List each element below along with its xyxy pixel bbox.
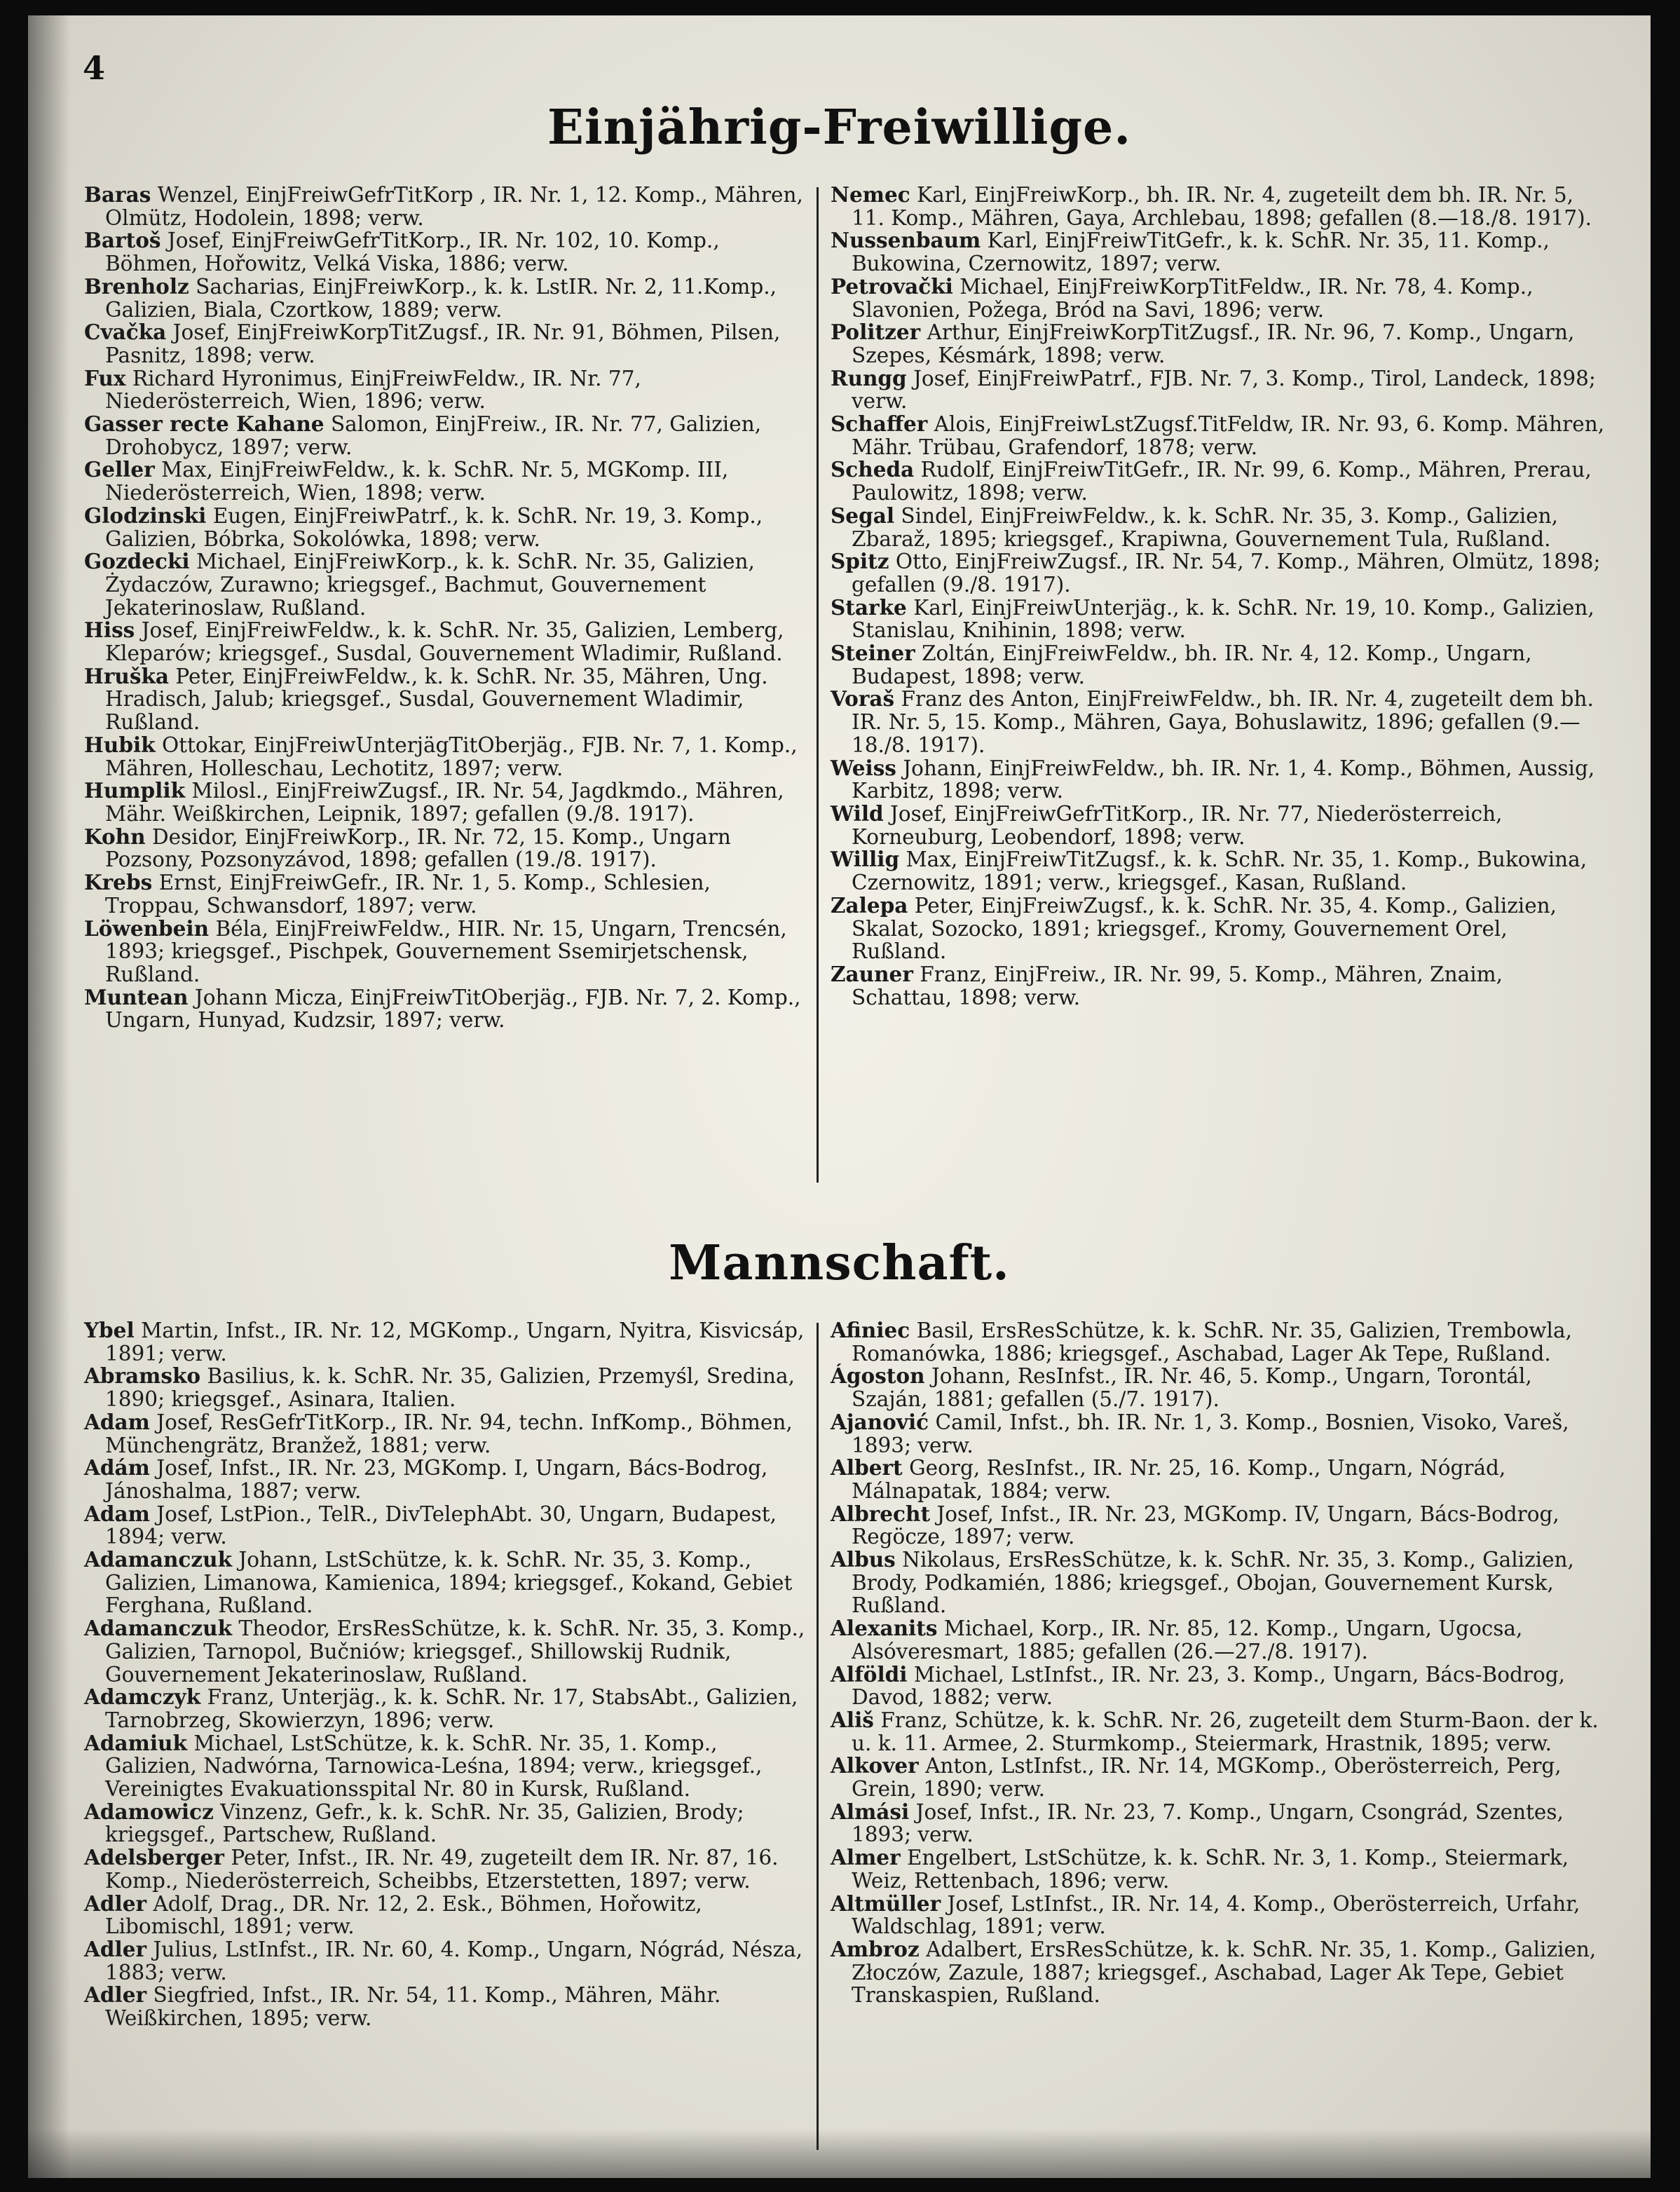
- entry-details: Karl, EinjFreiwUnterjäg., k. k. SchR. Nr. 19, 10. Komp., Galizien, Stanislau, Knihinin, 1898; verw.: [852, 595, 1594, 643]
- entry-surname: Brenholz: [84, 273, 189, 299]
- roster-entry: [831, 1365, 1609, 1410]
- einjaehrig-column-left: [84, 184, 806, 1032]
- entry-surname: Nussenbaum: [831, 228, 981, 253]
- entry-surname: Hruška: [84, 663, 170, 688]
- entry-details: Franz, EinjFreiw., IR. Nr. 99, 5. Komp., Mähren, Znaim, Schattau, 1898; verw.: [852, 962, 1503, 1009]
- entry-surname: Scheda: [831, 457, 915, 482]
- einjaehrig-column-right: [831, 184, 1609, 1009]
- entry-surname: Adamanczuk: [84, 1547, 233, 1572]
- entry-surname: Zauner: [831, 961, 913, 986]
- entry-details: Franz des Anton, EinjFreiwFeldw., bh. IR. Nr. 4, zugeteilt dem bh. IR. Nr. 5, 15. Komp., Mähren, Gaya, Bohuslawitz, 1896; gefallen (9.—18./8. 1917).: [852, 687, 1594, 757]
- entry-surname: Albus: [831, 1547, 896, 1572]
- roster-entry: [831, 803, 1609, 848]
- entry-surname: Nemec: [831, 182, 910, 207]
- entry-details: Michael, EinjFreiwKorp., k. k. SchR. Nr. 35, Galizien, Żydaczów, Zurawno; kriegsgef., Bachmut, Gouvernement Jekaterinoslaw, Rußland.: [105, 550, 755, 620]
- entry-details: Johann Micza, EinjFreiwTitOberjäg., FJB. Nr. 7, 2. Komp., Ungarn, Hunyad, Kudzsir, 1897; verw.: [105, 985, 801, 1033]
- entry-surname: Glodzinski: [84, 503, 207, 528]
- roster-entry: [84, 734, 806, 780]
- entry-surname: Politzer: [831, 320, 921, 345]
- entry-details: Josef, Infst., IR. Nr. 23, 7. Komp., Ungarn, Csongrád, Szentes, 1893; verw.: [852, 1799, 1564, 1847]
- entry-details: Peter, EinjFreiwZugsf., k. k. SchR. Nr. 35, 4. Komp., Galizien, Skalat, Sozocko, 1891; kriegsgef., Kromy, Gouvernement Orel, Rußland.: [852, 893, 1557, 964]
- roster-entry: [831, 413, 1609, 458]
- mannschaft-column-left: [84, 1319, 806, 2030]
- entry-surname: Voraš: [831, 686, 895, 712]
- roster-entry: [84, 1411, 806, 1457]
- entry-details: Eugen, EinjFreiwPatrf., k. k. SchR. Nr. 19, 3. Komp., Galizien, Bóbrka, Sokolówka, 1898; verw.: [105, 503, 763, 551]
- entry-details: Anton, LstInfst., IR. Nr. 14, MGKomp., Oberösterreich, Perg, Grein, 1890; verw.: [852, 1754, 1562, 1802]
- entry-surname: Alexanits: [831, 1616, 938, 1641]
- entry-surname: Geller: [84, 457, 155, 482]
- entry-details: Desidor, EinjFreiwKorp., IR. Nr. 72, 15. Komp., Ungarn Pozsony, Pozsonyzávod, 1898; gefallen (19./8. 1917).: [105, 824, 731, 872]
- roster-entry: [831, 1617, 1609, 1663]
- entry-surname: Adam: [84, 1409, 150, 1434]
- entry-details: Michael, Korp., IR. Nr. 85, 12. Komp., Ungarn, Ugocsa, Alsóveresmart, 1885; gefallen (26.—27./8. 1917).: [852, 1616, 1523, 1663]
- entry-details: Peter, Infst., IR. Nr. 49, zugeteilt dem IR. Nr. 87, 16. Komp., Niederösterreich, Scheibbs, Etzerstetten, 1897; verw.: [105, 1846, 779, 1893]
- entry-surname: Adler: [84, 1936, 147, 1961]
- roster-entry: [831, 594, 1609, 643]
- entry-details: Franz, Schütze, k. k. SchR. Nr. 26, zugeteilt dem Sturm-Baon. der k. u. k. 11. Armee, 2. Sturmkomp., Steiermark, Hrastnik, 1895; verw.: [852, 1708, 1599, 1755]
- entry-surname: Adelsberger: [84, 1845, 224, 1870]
- roster-entry: [84, 1686, 806, 1731]
- roster-entry: [84, 1365, 806, 1410]
- roster-entry: [84, 871, 806, 917]
- entry-details: Michael, LstInfst., IR. Nr. 23, 3. Komp., Ungarn, Bács-Bodrog, Davod, 1882; verw.: [852, 1662, 1565, 1710]
- roster-entry: [84, 1732, 806, 1801]
- roster-entry: [831, 321, 1609, 367]
- roster-entry: [84, 229, 806, 275]
- entry-surname: Hiss: [84, 618, 135, 643]
- roster-entry: [84, 1801, 806, 1846]
- entry-surname: Cvačka: [84, 320, 167, 345]
- entry-details: Franz, Unterjäg., k. k. SchR. Nr. 17, StabsAbt., Galizien, Tarnobrzeg, Skowierzyn, 1896; verw.: [105, 1685, 798, 1732]
- entry-surname: Adam: [84, 1501, 150, 1526]
- entry-surname: Willig: [831, 847, 900, 872]
- entry-surname: Ágoston: [831, 1363, 925, 1389]
- entry-surname: Fux: [84, 365, 126, 390]
- entry-details: Josef, EinjFreiwGefrTitKorp., IR. Nr. 102, 10. Komp., Böhmen, Hořowitz, Velká Viska, 1886; verw.: [105, 229, 720, 276]
- entry-surname: Kohn: [84, 824, 146, 849]
- document-page: [28, 15, 1651, 2178]
- roster-entry: [831, 848, 1609, 894]
- entry-surname: Abramsko: [84, 1363, 201, 1389]
- roster-entry: [84, 1846, 806, 1892]
- entry-details: Peter, EinjFreiwFeldw., k. k. SchR. Nr. 35, Mähren, Ung. Hradisch, Jalub; kriegsgef., Susdal, Gouvernement Wladimir, Rußland.: [105, 664, 768, 735]
- roster-entry: [831, 275, 1609, 321]
- entry-surname: Petrovački: [831, 273, 953, 299]
- entry-details: Michael, EinjFreiwKorpTitFeldw., IR. Nr. 78, 4. Komp., Slavonien, Požega, Bród na Savi, 1896; verw.: [852, 274, 1534, 322]
- roster-entry: [84, 1548, 806, 1617]
- entry-surname: Adler: [84, 1891, 147, 1916]
- entry-details: Rudolf, EinjFreiwTitGefr., IR. Nr. 99, 6. Komp., Mähren, Prerau, Paulowitz, 1898; verw.: [852, 458, 1592, 505]
- entry-details: Basilius, k. k. SchR. Nr. 35, Galizien, Przemyśl, Sredina, 1890; kriegsgef., Asinara, Italien.: [105, 1364, 795, 1412]
- entry-details: Josef, Infst., IR. Nr. 23, MGKomp. IV, Ungarn, Bács-Bodrog, Regöcze, 1897; verw.: [852, 1502, 1559, 1549]
- entry-surname: Gozdecki: [84, 549, 190, 574]
- entry-details: Georg, ResInfst., IR. Nr. 25, 16. Komp., Ungarn, Nógrád, Málnapatak, 1884; verw.: [852, 1456, 1506, 1503]
- roster-entry: [84, 275, 806, 321]
- entry-surname: Spitz: [831, 549, 889, 574]
- entry-details: Johann, EinjFreiwFeldw., bh. IR. Nr. 1, 4. Komp., Böhmen, Aussig, Karbitz, 1898; verw.: [852, 756, 1595, 803]
- entry-surname: Schaffer: [831, 411, 928, 437]
- roster-entry: [84, 321, 806, 367]
- entry-surname: Almer: [831, 1845, 901, 1870]
- entry-surname: Löwenbein: [84, 915, 210, 941]
- entry-surname: Hubik: [84, 732, 156, 757]
- roster-entry: [84, 1938, 806, 1984]
- roster-entry: [831, 1846, 1609, 1892]
- entry-details: Josef, EinjFreiwPatrf., FJB. Nr. 7, 3. Komp., Tirol, Landeck, 1898; verw.: [852, 366, 1596, 414]
- roster-entry: [831, 757, 1609, 803]
- roster-entry: [831, 1663, 1609, 1709]
- entry-details: Béla, EinjFreiwFeldw., HIR. Nr. 15, Ungarn, Trencsén, 1893; kriegsgef., Pischpek, Gouvernement Ssemirjetschensk, Rußland.: [105, 916, 787, 986]
- entry-details: Josef, EinjFreiwKorpTitZugsf., IR. Nr. 91, Böhmen, Pilsen, Pasnitz, 1898; verw.: [105, 320, 781, 367]
- entry-details: Alois, EinjFreiwLstZugsf.TitFeldw, IR. Nr. 93, 6. Komp. Mähren, Mähr. Trübau, Grafendorf, 1878; verw.: [852, 412, 1605, 459]
- roster-entry: [84, 505, 806, 550]
- roster-entry: [831, 1709, 1609, 1755]
- page-number: 4: [83, 49, 106, 87]
- entry-surname: Albrecht: [831, 1501, 931, 1526]
- entry-details: Karl, EinjFreiwTitGefr., k. k. SchR. Nr. 35, 11. Komp., Bukowina, Czernowitz, 1897; verw.: [852, 229, 1550, 276]
- roster-entry: [84, 826, 806, 871]
- entry-details: Zoltán, EinjFreiwFeldw., bh. IR. Nr. 4, 12. Komp., Ungarn, Budapest, 1898; verw.: [852, 641, 1532, 688]
- roster-entry: [84, 619, 806, 665]
- entry-details: Ottokar, EinjFreiwUnterjägTitOberjäg., FJB. Nr. 7, 1. Komp., Mähren, Holleschau, Lechotitz, 1897; verw.: [105, 733, 798, 780]
- roster-entry: [84, 780, 806, 825]
- entry-details: Josef, LstInfst., IR. Nr. 14, 4. Komp., Oberösterreich, Urfahr, Waldschlag, 1891; verw.: [852, 1891, 1580, 1939]
- entry-details: Adolf, Drag., DR. Nr. 12, 2. Esk., Böhmen, Hořowitz, Libomischl, 1891; verw.: [105, 1891, 702, 1939]
- roster-entry: [831, 367, 1609, 413]
- entry-surname: Steiner: [831, 641, 915, 666]
- roster-entry: [831, 1548, 1609, 1617]
- roster-entry: [831, 1457, 1609, 1502]
- entry-surname: Adamanczuk: [84, 1616, 233, 1641]
- entry-details: Siegfried, Infst., IR. Nr. 54, 11. Komp., Mähren, Mähr. Weißkirchen, 1895; verw.: [105, 1983, 721, 2031]
- entry-surname: Zalepa: [831, 892, 908, 918]
- entry-details: Adalbert, ErsResSchütze, k. k. SchR. Nr. 35, 1. Komp., Galizien, Złoczów, Zazule, 1887; kriegsgef., Aschabad, Lager Ak Tepe, Gebiet Transkaspien, Rußland.: [852, 1937, 1597, 2008]
- entry-details: Josef, Infst., IR. Nr. 23, MGKomp. I, Ungarn, Bács-Bodrog, Jánoshalma, 1887; verw.: [105, 1456, 768, 1503]
- entry-details: Arthur, EinjFreiwKorpTitZugsf., IR. Nr. 96, 7. Komp., Ungarn, Szepes, Késmárk, 1898; verw.: [852, 320, 1575, 367]
- entry-details: Karl, EinjFreiwKorp., bh. IR. Nr. 4, zugeteilt dem bh. IR. Nr. 5, 11. Komp., Mähren, Gaya, Archlebau, 1898; gefallen (8.—18./8. 1917).: [852, 183, 1592, 230]
- roster-entry: [84, 413, 806, 458]
- roster-entry: [84, 550, 806, 619]
- entry-details: Sindel, EinjFreiwFeldw., k. k. SchR. Nr. 35, 3. Komp., Galizien, Zbaraž, 1895; kriegsgef., Krapiwna, Gouvernement Tula, Rußland.: [852, 503, 1558, 551]
- entry-surname: Ališ: [831, 1707, 874, 1732]
- entry-surname: Humplik: [84, 778, 186, 803]
- entry-details: Josef, EinjFreiwFeldw., k. k. SchR. Nr. 35, Galizien, Lemberg, Kleparów; kriegsgef., Susdal, Gouvernement Wladimir, Rußland.: [105, 618, 784, 666]
- entry-surname: Baras: [84, 182, 151, 207]
- scan-shadow-left: [28, 15, 70, 2178]
- roster-entry: [831, 688, 1609, 756]
- entry-surname: Muntean: [84, 984, 189, 1009]
- entry-details: Josef, EinjFreiwGefrTitKorp., IR. Nr. 77, Niederösterreich, Korneuburg, Leobendorf, 1898; verw.: [852, 801, 1503, 849]
- section-title-mannschaft: Mannschaft.: [669, 1235, 1010, 1291]
- entry-surname: Adamowicz: [84, 1799, 214, 1824]
- entry-surname: Wild: [831, 801, 884, 826]
- entry-surname: Starke: [831, 594, 907, 620]
- entry-details: Milosl., EinjFreiwZugsf., IR. Nr. 54, Jagdkmdo., Mähren, Mähr. Weißkirchen, Leipnik, 1897; gefallen (9./8. 1917).: [105, 779, 784, 826]
- entry-details: Salomon, EinjFreiw., IR. Nr. 77, Galizien, Drohobycz, 1897; verw.: [105, 412, 762, 459]
- entry-surname: Albert: [831, 1455, 903, 1480]
- entry-surname: Afiniec: [831, 1318, 910, 1342]
- roster-entry: [84, 458, 806, 504]
- entry-details: Martin, Infst., IR. Nr. 12, MGKomp., Ungarn, Nyitra, Kisvicsáp, 1891; verw.: [105, 1319, 805, 1366]
- roster-entry: [831, 229, 1609, 275]
- entry-details: Michael, LstSchütze, k. k. SchR. Nr. 35, 1. Komp., Galizien, Nadwórna, Tarnowica-Leśna, 1894; verw., kriegsgef., Vereinigtes Evakuationsspital Nr. 80 in Kursk, Rußland.: [105, 1731, 763, 1802]
- roster-entry: [84, 665, 806, 734]
- entry-surname: Rungg: [831, 365, 907, 390]
- entry-surname: Gasser recte Kahane: [84, 411, 325, 437]
- roster-entry: [831, 505, 1609, 550]
- entry-details: Basil, ErsResSchütze, k. k. SchR. Nr. 35, Galizien, Trembowla, Romanówka, 1886; kriegsgef., Aschabad, Lager Ak Tepe, Rußland.: [852, 1319, 1572, 1366]
- roster-entry: [831, 1411, 1609, 1457]
- roster-entry: [84, 1319, 806, 1365]
- column-divider: [817, 187, 819, 1183]
- roster-entry: [831, 184, 1609, 229]
- entry-surname: Alföldi: [831, 1661, 908, 1687]
- entry-details: Wenzel, EinjFreiwGefrTitKorp , IR. Nr. 1, 12. Komp., Mähren, Olmütz, Hodolein, 1898; verw.: [105, 183, 803, 230]
- roster-entry: [831, 1319, 1609, 1365]
- entry-surname: Ybel: [84, 1318, 135, 1342]
- entry-details: Johann, ResInfst., IR. Nr. 46, 5. Komp., Ungarn, Torontál, Szaján, 1881; gefallen (5./7. 1917).: [852, 1364, 1532, 1412]
- entry-surname: Adamiuk: [84, 1730, 187, 1755]
- roster-entry: [84, 367, 806, 413]
- section-title-einjaehrig: Einjährig-Freiwillige.: [547, 100, 1131, 156]
- entry-surname: Ambroz: [831, 1936, 920, 1961]
- entry-details: Theodor, ErsResSchütze, k. k. SchR. Nr. 35, 3. Komp., Galizien, Tarnopol, Bučniów; kriegsgef., Shillowskij Rudnik, Gouvernement Jekaterinoslaw, Rußland.: [105, 1616, 805, 1687]
- entry-details: Johann, LstSchütze, k. k. SchR. Nr. 35, 3. Komp., Galizien, Limanowa, Kamienica, 1894; kriegsgef., Kokand, Gebiet Ferghana, Rußland.: [105, 1548, 793, 1618]
- entry-surname: Krebs: [84, 870, 153, 895]
- roster-entry: [831, 963, 1609, 1009]
- entry-surname: Adám: [84, 1455, 150, 1480]
- roster-entry: [84, 915, 806, 986]
- entry-details: Vinzenz, Gefr., k. k. SchR. Nr. 35, Galizien, Brody; kriegsgef., Partschew, Rußland.: [105, 1799, 744, 1847]
- roster-entry: [84, 986, 806, 1032]
- roster-entry: [831, 1938, 1609, 2007]
- entry-surname: Segal: [831, 503, 895, 528]
- entry-surname: Adler: [84, 1982, 147, 2008]
- roster-entry: [831, 550, 1609, 596]
- entry-details: Engelbert, LstSchütze, k. k. SchR. Nr. 3, 1. Komp., Steiermark, Weiz, Rettenbach, 1896; verw.: [852, 1846, 1569, 1893]
- roster-entry: [84, 1503, 806, 1548]
- entry-details: Max, EinjFreiwFeldw., k. k. SchR. Nr. 5, MGKomp. III, Niederösterreich, Wien, 1898; verw.: [105, 458, 729, 505]
- entry-surname: Ajanović: [831, 1409, 929, 1434]
- roster-entry: [84, 1617, 806, 1686]
- entry-surname: Alkover: [831, 1753, 919, 1778]
- entry-details: Otto, EinjFreiwZugsf., IR. Nr. 54, 7. Komp., Mähren, Olmütz, 1898; gefallen (9./8. 1917).: [852, 550, 1601, 597]
- entry-surname: Bartoš: [84, 228, 161, 253]
- entry-details: Josef, ResGefrTitKorp., IR. Nr. 94, techn. InfKomp., Böhmen, Münchengrätz, Branžež, 1881; verw.: [105, 1410, 793, 1457]
- entry-details: Nikolaus, ErsResSchütze, k. k. SchR. Nr. 35, 3. Komp., Galizien, Brody, Podkamién, 1886; kriegsgef., Obojan, Gouvernement Kursk, Rußland.: [852, 1548, 1574, 1618]
- column-divider: [817, 1323, 819, 2150]
- scan-shadow-bottom: [28, 2129, 1651, 2178]
- roster-entry: [831, 1503, 1609, 1548]
- entry-surname: Adamczyk: [84, 1684, 201, 1710]
- roster-entry: [831, 458, 1609, 504]
- entry-surname: Almási: [831, 1799, 910, 1824]
- entry-details: Richard Hyronimus, EinjFreiwFeldw., IR. Nr. 77, Niederösterreich, Wien, 1896; verw.: [105, 366, 641, 414]
- roster-entry: [84, 184, 806, 229]
- entry-details: Josef, LstPion., TelR., DivTelephAbt. 30, Ungarn, Budapest, 1894; verw.: [105, 1502, 777, 1549]
- entry-details: Ernst, EinjFreiwGefr., IR. Nr. 1, 5. Komp., Schlesien, Troppau, Schwansdorf, 1897; verw.: [105, 871, 711, 918]
- roster-entry: [831, 1893, 1609, 1938]
- roster-entry: [831, 1755, 1609, 1800]
- entry-details: Julius, LstInfst., IR. Nr. 60, 4. Komp., Ungarn, Nógrád, Nésza, 1883; verw.: [105, 1937, 803, 1985]
- roster-entry: [831, 1801, 1609, 1846]
- roster-entry: [84, 1984, 806, 2029]
- entry-details: Camil, Infst., bh. IR. Nr. 1, 3. Komp., Bosnien, Visoko, Vareš, 1893; verw.: [852, 1410, 1569, 1457]
- entry-surname: Weiss: [831, 755, 896, 780]
- roster-entry: [84, 1893, 806, 1938]
- roster-entry: [831, 642, 1609, 688]
- entry-details: Sacharias, EinjFreiwKorp., k. k. LstIR. Nr. 2, 11.Komp., Galizien, Biala, Czortkow, 1889; verw.: [105, 274, 777, 322]
- entry-details: Max, EinjFreiwTitZugsf., k. k. SchR. Nr. 35, 1. Komp., Bukowina, Czernowitz, 1891; verw., kriegsgef., Kasan, Rußland.: [852, 847, 1587, 895]
- entry-surname: Altmüller: [831, 1891, 941, 1916]
- roster-entry: [831, 894, 1609, 963]
- mannschaft-column-right: [831, 1319, 1609, 2007]
- roster-entry: [84, 1457, 806, 1502]
